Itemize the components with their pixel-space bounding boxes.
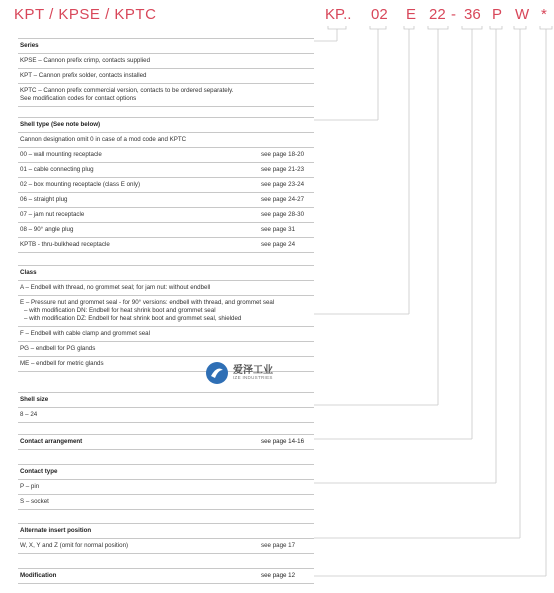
- class-row: A – Endbell with thread, no grommet seal; for jam nut: without endbell: [18, 281, 314, 296]
- alternate-insert-section: [18, 523, 314, 554]
- contact-arrangement-title: Contact arrangement see page 14-16: [18, 434, 314, 450]
- shell-type-section: [18, 117, 314, 253]
- class-row: E – Pressure nut and grommet seal - for 90° versions: endbell with thread, and grommet seal – with modification DN: Endbell for heat shrink boot and grommet seal – with modification DZ: Endbell for heat shrink boot and grommet seal, shielded: [18, 296, 314, 327]
- class-title: Class: [18, 265, 314, 281]
- class-section: [18, 265, 314, 372]
- series-row: KPTC – Cannon prefix commercial version, contacts to be ordered separately. See modification codes for contact options: [18, 84, 314, 107]
- contact-type-row: S – socket: [18, 495, 314, 510]
- series-section: [18, 38, 314, 107]
- alternate-insert-row: W, X, Y and Z (omit for normal position) see page 17: [18, 539, 314, 554]
- series-row: KPSE – Cannon prefix crimp, contacts supplied: [18, 54, 314, 69]
- shell-type-row: Cannon designation omit 0 in case of a mod code and KPTC: [18, 133, 314, 148]
- page-title: KPT / KPSE / KPTC: [14, 6, 157, 23]
- logo-name-en: IZE INDUSTRIES: [233, 375, 273, 380]
- code-contact-type: P: [492, 6, 503, 23]
- class-row: F – Endbell with cable clamp and grommet seal: [18, 327, 314, 342]
- logo-name-cn: 爱泽工业: [233, 365, 273, 376]
- code-shell-type: 02: [371, 6, 388, 23]
- alternate-insert-title: Alternate insert position: [18, 523, 314, 539]
- shell-type-row: 08 – 90° angle plug see page 31: [18, 223, 314, 238]
- class-row: PG – endbell for PG glands: [18, 342, 314, 357]
- code-class: E: [406, 6, 417, 23]
- shell-type-row: 07 – jam nut receptacle see page 28-30: [18, 208, 314, 223]
- code-alt-insert: W: [515, 6, 530, 23]
- contact-type-row: P – pin: [18, 480, 314, 495]
- series-row: KPT – Cannon prefix solder, contacts installed: [18, 69, 314, 84]
- shell-type-row: 00 – wall mounting receptacle see page 18-20: [18, 148, 314, 163]
- code-modification: *: [541, 6, 547, 23]
- code-arrangement: 36: [464, 6, 481, 23]
- shell-type-title: Shell type (See note below): [18, 117, 314, 133]
- class-row: ME – endbell for metric glands: [18, 357, 314, 372]
- modification-section: [18, 568, 314, 584]
- shell-size-section: [18, 392, 314, 423]
- code-shell-size: 22: [429, 6, 446, 23]
- series-title: Series: [18, 38, 314, 54]
- shell-type-row: 02 – box mounting receptacle (class E only) see page 23-24: [18, 178, 314, 193]
- code-dash: -: [451, 6, 456, 23]
- contact-arrangement-section: [18, 434, 314, 450]
- modification-title: Modification see page 12: [18, 568, 314, 584]
- shell-size-row: 8 – 24: [18, 408, 314, 423]
- contact-type-title: Contact type: [18, 464, 314, 480]
- contact-type-section: [18, 464, 314, 510]
- shell-type-row: 01 – cable connecting plug see page 21-23: [18, 163, 314, 178]
- ize-logo-icon: [205, 361, 229, 385]
- shell-type-row: 06 – straight plug see page 24-27: [18, 193, 314, 208]
- shell-type-row: KPTB - thru-bulkhead receptacle see page 24: [18, 238, 314, 253]
- shell-size-title: Shell size: [18, 392, 314, 408]
- code-prefix: KP..: [325, 6, 352, 23]
